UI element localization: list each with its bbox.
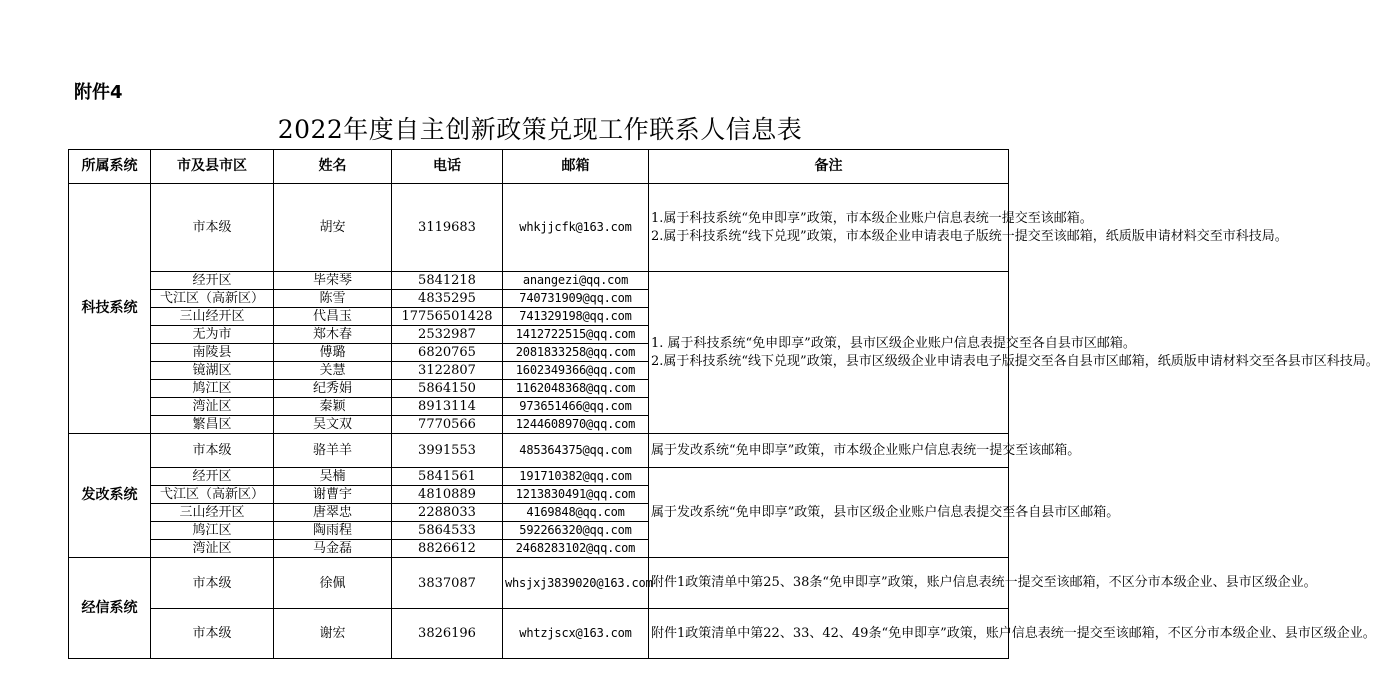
group-label-econ-info: 经信系统 — [69, 558, 151, 659]
cell-name: 吴文双 — [274, 416, 392, 434]
cell-email: 4169848@qq.com — [503, 504, 649, 522]
cell-area: 市本级 — [151, 609, 274, 659]
cell-email: 740731909@qq.com — [503, 290, 649, 308]
group-label-tech: 科技系统 — [69, 184, 151, 434]
cell-phone: 17756501428 — [392, 308, 503, 326]
cell-email: 973651466@qq.com — [503, 398, 649, 416]
cell-phone: 7770566 — [392, 416, 503, 434]
cell-phone: 8913114 — [392, 398, 503, 416]
cell-phone: 2532987 — [392, 326, 503, 344]
cell-area: 南陵县 — [151, 344, 274, 362]
cell-name: 秦颖 — [274, 398, 392, 416]
col-header-notes: 备注 — [649, 150, 1009, 184]
cell-name: 徐佩 — [274, 558, 392, 609]
cell-name: 代昌玉 — [274, 308, 392, 326]
cell-email: 1412722515@qq.com — [503, 326, 649, 344]
cell-area: 鸠江区 — [151, 380, 274, 398]
cell-name: 马金磊 — [274, 540, 392, 558]
cell-email: anangezi@qq.com — [503, 272, 649, 290]
cell-phone: 3837087 — [392, 558, 503, 609]
cell-email: 2081833258@qq.com — [503, 344, 649, 362]
cell-area: 湾沚区 — [151, 540, 274, 558]
col-header-phone: 电话 — [392, 150, 503, 184]
cell-area: 三山经开区 — [151, 308, 274, 326]
cell-phone: 3122807 — [392, 362, 503, 380]
cell-phone: 6820765 — [392, 344, 503, 362]
cell-email: 2468283102@qq.com — [503, 540, 649, 558]
cell-email: whtzjscx@163.com — [503, 609, 649, 659]
cell-phone: 2288033 — [392, 504, 503, 522]
cell-name: 陶雨程 — [274, 522, 392, 540]
cell-phone: 4810889 — [392, 486, 503, 504]
cell-area: 市本级 — [151, 184, 274, 272]
cell-email: whkjjcfk@163.com — [503, 184, 649, 272]
cell-name: 毕荣琴 — [274, 272, 392, 290]
cell-phone: 3826196 — [392, 609, 503, 659]
cell-note: 属于发改系统“免申即享”政策，县市区级企业账户信息表提交至各自县市区邮箱。 — [649, 468, 1009, 558]
cell-note — [649, 184, 1288, 272]
cell-email: 1602349366@qq.com — [503, 362, 649, 380]
cell-note: 附件1政策清单中第22、33、42、49条“免申即享”政策，账户信息表统一提交至该邮箱，不区分市本级企业、县市区级企业。 — [649, 609, 1009, 659]
cell-area: 三山经开区 — [151, 504, 274, 522]
note-line: 1. 属于科技系统“免申即享”政策，县市区级企业账户信息表提交至各自县市区邮箱。 — [651, 336, 1136, 351]
cell-name: 胡安 — [274, 184, 392, 272]
table-row — [69, 272, 1009, 290]
cell-area: 鸠江区 — [151, 522, 274, 540]
page-title: 2022年度自主创新政策兑现工作联系人信息表 — [277, 115, 803, 144]
cell-email: 592266320@qq.com — [503, 522, 649, 540]
attachment-label: 附件4 — [74, 82, 123, 103]
group-label-reform: 发改系统 — [69, 434, 151, 558]
table-row — [69, 609, 1009, 659]
cell-phone: 5841218 — [392, 272, 503, 290]
cell-phone: 5841561 — [392, 468, 503, 486]
cell-email: 485364375@qq.com — [503, 434, 649, 468]
cell-area: 无为市 — [151, 326, 274, 344]
col-header-system: 所属系统 — [69, 150, 151, 184]
col-header-area: 市及县市区 — [151, 150, 274, 184]
cell-name: 骆羊羊 — [274, 434, 392, 468]
table-row — [69, 468, 1009, 486]
col-header-name: 姓名 — [274, 150, 392, 184]
cell-email: 191710382@qq.com — [503, 468, 649, 486]
cell-phone: 8826612 — [392, 540, 503, 558]
cell-phone: 5864533 — [392, 522, 503, 540]
header-row — [69, 150, 1009, 184]
cell-phone: 5864150 — [392, 380, 503, 398]
cell-name: 陈雪 — [274, 290, 392, 308]
cell-note: 附件1政策清单中第25、38条“免申即享”政策，账户信息表统一提交至该邮箱，不区分市本级企业、县市区级企业。 — [649, 558, 1009, 609]
cell-note: 属于发改系统“免申即享”政策，市本级企业账户信息表统一提交至该邮箱。 — [649, 434, 1009, 468]
contact-table — [68, 149, 1379, 659]
cell-name: 谢曹宇 — [274, 486, 392, 504]
cell-area: 市本级 — [151, 434, 274, 468]
cell-name: 吴楠 — [274, 468, 392, 486]
cell-area: 经开区 — [151, 468, 274, 486]
note-line: 2.属于科技系统“线下兑现”政策，县市区级级企业申请表电子版提交至各自县市区邮箱，纸质版申请材料交至各县市区科技局。 — [651, 353, 1379, 369]
cell-email: 1162048368@qq.com — [503, 380, 649, 398]
cell-phone: 3991553 — [392, 434, 503, 468]
cell-name: 关慧 — [274, 362, 392, 380]
cell-phone: 3119683 — [392, 184, 503, 272]
cell-area: 经开区 — [151, 272, 274, 290]
cell-email: 1213830491@qq.com — [503, 486, 649, 504]
table-row — [69, 558, 1009, 609]
cell-area: 市本级 — [151, 558, 274, 609]
note-line: 2.属于科技系统“线下兑现”政策，市本级企业申请表电子版统一提交至该邮箱，纸质版申请材料交至市科技局。 — [651, 228, 1288, 244]
cell-name: 傅璐 — [274, 344, 392, 362]
cell-name: 郑木春 — [274, 326, 392, 344]
table-row — [69, 434, 1009, 468]
note-line: 1.属于科技系统“免申即享”政策，市本级企业账户信息表统一提交至该邮箱。 — [651, 211, 1093, 226]
cell-note — [649, 272, 1379, 434]
cell-name: 谢宏 — [274, 609, 392, 659]
cell-name: 唐翠忠 — [274, 504, 392, 522]
table-row — [69, 184, 1009, 272]
cell-name: 纪秀娟 — [274, 380, 392, 398]
cell-email: 1244608970@qq.com — [503, 416, 649, 434]
col-header-email: 邮箱 — [503, 150, 649, 184]
cell-phone: 4835295 — [392, 290, 503, 308]
cell-area: 镜湖区 — [151, 362, 274, 380]
cell-area: 湾沚区 — [151, 398, 274, 416]
cell-email: 741329198@qq.com — [503, 308, 649, 326]
cell-email: whsjxj3839020@163.com — [503, 558, 649, 609]
cell-area: 弋江区（高新区） — [151, 290, 274, 308]
cell-area: 弋江区（高新区） — [151, 486, 274, 504]
cell-area: 繁昌区 — [151, 416, 274, 434]
